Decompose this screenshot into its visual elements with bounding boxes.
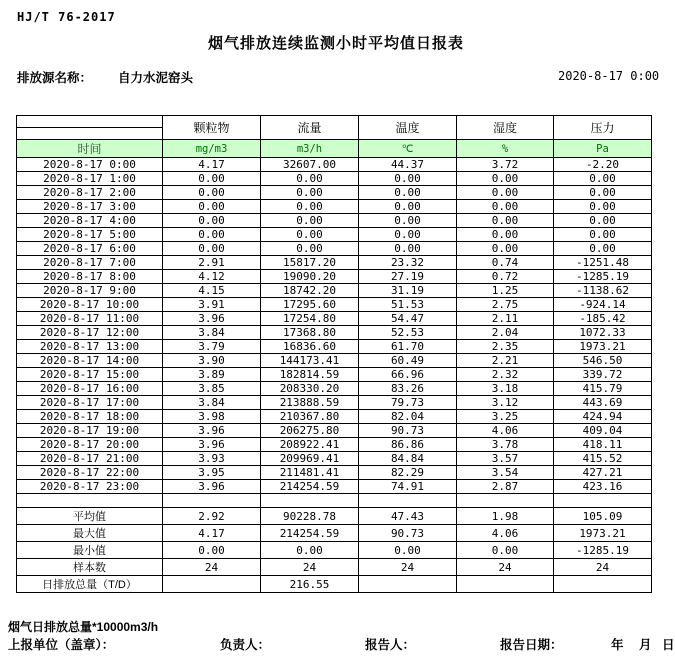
row-time: 2020-8-17 2:00 [17,186,163,200]
row-value: 214254.59 [261,480,359,494]
standard-code: HJ/T 76-2017 [17,10,116,24]
row-value: 423.16 [554,480,652,494]
blank-cell [163,494,261,508]
hourly-rows [17,158,652,494]
row-value: 4.17 [163,158,261,172]
row-value: 2.21 [457,354,554,368]
report-datetime: 2020-8-17 0:00 [558,69,660,83]
table-row [17,214,652,228]
row-value: 0.00 [163,228,261,242]
row-value: 208922.41 [261,438,359,452]
summary-value [554,576,652,593]
row-time: 2020-8-17 9:00 [17,284,163,298]
row-time: 2020-8-17 17:00 [17,396,163,410]
table-row [17,200,652,214]
summary-value: 47.43 [359,508,457,525]
row-time: 2020-8-17 5:00 [17,228,163,242]
row-time: 2020-8-17 12:00 [17,326,163,340]
table-row [17,242,652,256]
row-value: 79.73 [359,396,457,410]
row-value: 82.04 [359,410,457,424]
table-row [17,396,652,410]
row-value: 0.00 [163,214,261,228]
row-value: 32607.00 [261,158,359,172]
row-value: 0.00 [359,186,457,200]
summary-row [17,525,652,542]
row-time: 2020-8-17 15:00 [17,368,163,382]
unit-temperature: ℃ [359,140,457,158]
table-row [17,340,652,354]
row-value: 2.87 [457,480,554,494]
row-time: 2020-8-17 8:00 [17,270,163,284]
row-value: 3.91 [163,298,261,312]
row-value: 17295.60 [261,298,359,312]
summary-label: 样本数 [17,559,163,576]
row-value: 2.91 [163,256,261,270]
row-value: 15817.20 [261,256,359,270]
row-value: -1138.62 [554,284,652,298]
row-value: 52.53 [359,326,457,340]
row-value: 210367.80 [261,410,359,424]
summary-value: 24 [261,559,359,576]
row-value: 16836.60 [261,340,359,354]
row-value: 211481.41 [261,466,359,480]
blank-cell [17,494,163,508]
table-row [17,270,652,284]
flow-unit-note: 烟气日排放总量*10000m3/h [8,620,159,634]
row-value: 182814.59 [261,368,359,382]
summary-value: 90228.78 [261,508,359,525]
row-value: 86.86 [359,438,457,452]
summary-value: 0.00 [163,542,261,559]
table-row [17,284,652,298]
row-value: 23.32 [359,256,457,270]
header-empty-cell-top [17,116,163,128]
row-value: 83.26 [359,382,457,396]
column-header-pressure: 压力 [554,116,652,140]
table-row [17,228,652,242]
row-value: 213888.59 [261,396,359,410]
month-label: 月 [639,638,652,652]
row-value: 61.70 [359,340,457,354]
report-date-label: 报告日期： [500,638,563,652]
summary-value [457,576,554,593]
page-title: 烟气排放连续监测小时平均值日报表 [207,35,464,52]
table-row [17,354,652,368]
row-value: 3.25 [457,410,554,424]
row-value: 60.49 [359,354,457,368]
report-unit-label: 上报单位（盖章）： [8,638,115,652]
row-time: 2020-8-17 13:00 [17,340,163,354]
row-value: 3.96 [163,312,261,326]
table-row [17,172,652,186]
row-time: 2020-8-17 21:00 [17,452,163,466]
summary-row [17,559,652,576]
row-value: 209969.41 [261,452,359,466]
row-value: 3.90 [163,354,261,368]
table-row [17,298,652,312]
summary-value: 216.55 [261,576,359,593]
row-value: 51.53 [359,298,457,312]
row-value: 0.00 [359,242,457,256]
row-value: 206275.80 [261,424,359,438]
row-value: 0.00 [554,186,652,200]
row-value: 18742.20 [261,284,359,298]
summary-value: -1285.19 [554,542,652,559]
table-row [17,382,652,396]
table-row [17,410,652,424]
row-value: -924.14 [554,298,652,312]
summary-value: 24 [359,559,457,576]
row-value: 3.93 [163,452,261,466]
row-time: 2020-8-17 19:00 [17,424,163,438]
row-value: 0.00 [163,242,261,256]
row-value: 3.96 [163,424,261,438]
row-value: 0.00 [457,214,554,228]
table-row [17,256,652,270]
row-value: 4.12 [163,270,261,284]
responsible-person-label: 负责人： [220,638,271,652]
blank-cell [359,494,457,508]
blank-cell [261,494,359,508]
row-value: -1251.48 [554,256,652,270]
summary-value: 4.06 [457,525,554,542]
summary-value: 214254.59 [261,525,359,542]
summary-row [17,542,652,559]
row-value: 3.57 [457,452,554,466]
row-value: 3.72 [457,158,554,172]
row-value: 3.89 [163,368,261,382]
row-time: 2020-8-17 23:00 [17,480,163,494]
year-label: 年 [611,638,624,652]
row-value: 424.94 [554,410,652,424]
row-value: 3.12 [457,396,554,410]
blank-cell [457,494,554,508]
row-value: 3.54 [457,466,554,480]
row-value: 415.52 [554,452,652,466]
row-time: 2020-8-17 3:00 [17,200,163,214]
summary-value: 90.73 [359,525,457,542]
row-value: 208330.20 [261,382,359,396]
row-value: 2.35 [457,340,554,354]
row-value: 0.00 [457,172,554,186]
table-row [17,480,652,494]
unit-humidity: % [457,140,554,158]
row-value: 0.00 [359,214,457,228]
source-line [17,68,193,86]
blank-row [17,494,652,508]
row-value: 54.47 [359,312,457,326]
row-value: 3.98 [163,410,261,424]
row-value: 0.00 [163,186,261,200]
row-value: 0.00 [261,242,359,256]
row-value: 90.73 [359,424,457,438]
row-value: 2.04 [457,326,554,340]
row-value: 427.21 [554,466,652,480]
row-value: 17368.80 [261,326,359,340]
summary-value [359,576,457,593]
row-value: 1072.33 [554,326,652,340]
table-row [17,452,652,466]
row-value: 74.91 [359,480,457,494]
row-value: 0.00 [163,200,261,214]
summary-value: 0.00 [359,542,457,559]
summary-row [17,576,652,593]
summary-label: 最大值 [17,525,163,542]
row-value: -185.42 [554,312,652,326]
day-label: 日 [662,638,675,652]
row-time: 2020-8-17 18:00 [17,410,163,424]
header-empty-cell-bottom [17,128,163,140]
time-header: 时间 [17,140,163,158]
row-value: 2.32 [457,368,554,382]
row-value: 144173.41 [261,354,359,368]
table-row [17,438,652,452]
row-value: -2.20 [554,158,652,172]
row-value: 0.00 [457,186,554,200]
row-value: 0.00 [261,172,359,186]
row-value: 1973.21 [554,340,652,354]
summary-value [163,576,261,593]
row-time: 2020-8-17 1:00 [17,172,163,186]
row-value: 3.84 [163,396,261,410]
row-value: 0.00 [554,228,652,242]
row-value: 415.79 [554,382,652,396]
row-value: 84.84 [359,452,457,466]
row-value: 418.11 [554,438,652,452]
row-value: 19090.20 [261,270,359,284]
source-name: 自力水泥窑头 [118,71,194,85]
row-value: 0.74 [457,256,554,270]
row-value: 0.00 [261,186,359,200]
summary-value: 2.92 [163,508,261,525]
row-value: 0.00 [554,242,652,256]
unit-flow: m3/h [261,140,359,158]
row-value: 443.69 [554,396,652,410]
row-time: 2020-8-17 16:00 [17,382,163,396]
row-time: 2020-8-17 10:00 [17,298,163,312]
column-header-flow: 流量 [261,116,359,140]
row-value: 1.25 [457,284,554,298]
row-value: 0.00 [457,200,554,214]
table-row [17,466,652,480]
row-value: 3.95 [163,466,261,480]
row-value: 3.85 [163,382,261,396]
row-value: 4.06 [457,424,554,438]
row-value: 27.19 [359,270,457,284]
table-row [17,158,652,172]
summary-value: 0.00 [261,542,359,559]
row-time: 2020-8-17 0:00 [17,158,163,172]
signature-line [0,635,675,653]
column-header-particulate: 颗粒物 [163,116,261,140]
row-value: 0.00 [457,228,554,242]
row-value: 4.15 [163,284,261,298]
summary-section [17,494,652,593]
row-value: 0.00 [163,172,261,186]
row-value: 3.79 [163,340,261,354]
table-row [17,368,652,382]
row-value: 2.11 [457,312,554,326]
summary-value: 4.17 [163,525,261,542]
units-row [17,140,652,158]
row-value: 546.50 [554,354,652,368]
row-value: 0.00 [554,200,652,214]
summary-value: 24 [457,559,554,576]
row-value: 3.96 [163,438,261,452]
row-value: 3.78 [457,438,554,452]
row-time: 2020-8-17 7:00 [17,256,163,270]
row-time: 2020-8-17 6:00 [17,242,163,256]
unit-pressure: Pa [554,140,652,158]
summary-label: 日排放总量（T/D） [17,576,163,593]
row-value: 409.04 [554,424,652,438]
column-header-humidity: 湿度 [457,116,554,140]
row-value: 66.96 [359,368,457,382]
row-value: 0.00 [261,228,359,242]
summary-value: 24 [554,559,652,576]
table-row [17,186,652,200]
row-value: 3.84 [163,326,261,340]
row-value: 0.00 [261,214,359,228]
row-time: 2020-8-17 22:00 [17,466,163,480]
row-value: 2.75 [457,298,554,312]
table-row [17,326,652,340]
report-table [16,115,652,593]
summary-label: 平均值 [17,508,163,525]
row-value: 0.72 [457,270,554,284]
row-value: 0.00 [457,242,554,256]
row-value: -1285.19 [554,270,652,284]
param-header-row [17,116,652,128]
row-value: 0.00 [261,200,359,214]
summary-row [17,508,652,525]
row-value: 0.00 [359,200,457,214]
row-time: 2020-8-17 4:00 [17,214,163,228]
table-row [17,424,652,438]
row-value: 339.72 [554,368,652,382]
row-value: 44.37 [359,158,457,172]
row-value: 31.19 [359,284,457,298]
row-value: 82.29 [359,466,457,480]
row-value: 0.00 [359,228,457,242]
row-value: 3.18 [457,382,554,396]
row-value: 3.96 [163,480,261,494]
row-value: 0.00 [554,214,652,228]
source-label: 排放源名称： [17,71,93,85]
blank-cell [554,494,652,508]
summary-value: 24 [163,559,261,576]
row-time: 2020-8-17 11:00 [17,312,163,326]
summary-value: 0.00 [457,542,554,559]
reporter-label: 报告人： [365,638,416,652]
row-value: 17254.80 [261,312,359,326]
column-header-temperature: 温度 [359,116,457,140]
row-value: 0.00 [359,172,457,186]
summary-value: 105.09 [554,508,652,525]
row-time: 2020-8-17 14:00 [17,354,163,368]
summary-value: 1973.21 [554,525,652,542]
summary-label: 最小值 [17,542,163,559]
row-value: 0.00 [554,172,652,186]
table-row [17,312,652,326]
unit-particulate: mg/m3 [163,140,261,158]
summary-value: 1.98 [457,508,554,525]
row-time: 2020-8-17 20:00 [17,438,163,452]
